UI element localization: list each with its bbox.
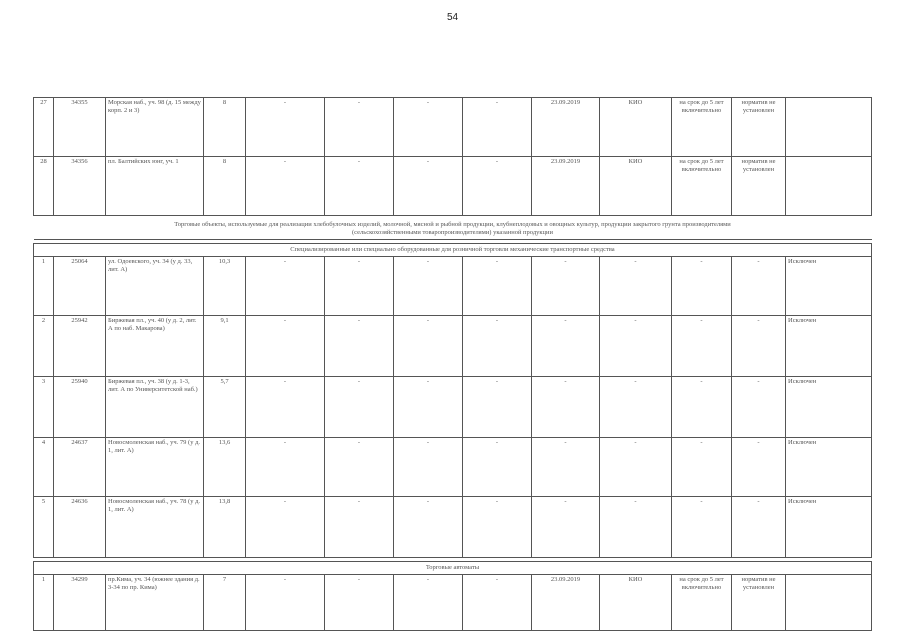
cell-n: 1 (34, 575, 54, 631)
cell-addr: Морская наб., уч. 98 (д. 15 между корп. 2 и 3) (106, 98, 204, 157)
cell-note: Исключен (786, 438, 872, 497)
cell-c5: - (246, 157, 325, 216)
table-group-vending (34, 575, 872, 631)
cell-org: - (600, 377, 672, 438)
cell-note (786, 157, 872, 216)
cell-c5: - (246, 497, 325, 558)
cell-c7: - (394, 438, 463, 497)
cell-id: 24637 (54, 438, 106, 497)
cell-c5: - (246, 316, 325, 377)
cell-c6: - (325, 98, 394, 157)
cell-term: - (672, 257, 732, 316)
cell-c8: - (463, 257, 532, 316)
cell-id: 25942 (54, 316, 106, 377)
table-row (34, 377, 872, 438)
cell-c7: - (394, 316, 463, 377)
cell-n: 4 (34, 438, 54, 497)
page-number: 54 (446, 12, 459, 23)
cell-note (786, 98, 872, 157)
cell-note (786, 575, 872, 631)
cell-id: 25940 (54, 377, 106, 438)
cell-norm: - (732, 257, 786, 316)
cell-c8: - (463, 157, 532, 216)
cell-date: 23.09.2019 (532, 575, 600, 631)
cell-date: - (532, 257, 600, 316)
cell-norm: - (732, 497, 786, 558)
cell-c8: - (463, 497, 532, 558)
cell-c5: - (246, 438, 325, 497)
cell-c6: - (325, 316, 394, 377)
table-group-specialized (34, 257, 872, 558)
cell-c8: - (463, 438, 532, 497)
cell-addr: пр.Кима, уч. 34 (южнее здания д. 3-34 по пр. Кима) (106, 575, 204, 631)
cell-date: - (532, 497, 600, 558)
cell-id: 34299 (54, 575, 106, 631)
section-heading-vending: Торговые автоматы (34, 562, 872, 575)
cell-addr: ул. Одоевского, уч. 34 (у д. 33, лит. А) (106, 257, 204, 316)
cell-area: 10,3 (204, 257, 246, 316)
cell-note: Исключен (786, 316, 872, 377)
table-row (34, 157, 872, 216)
cell-norm: - (732, 377, 786, 438)
cell-c7: - (394, 575, 463, 631)
cell-norm: норматив не установлен (732, 575, 786, 631)
cell-c7: - (394, 98, 463, 157)
cell-c6: - (325, 257, 394, 316)
cell-area: 5,7 (204, 377, 246, 438)
cell-term: - (672, 377, 732, 438)
table-group-top (34, 98, 872, 216)
cell-id: 34356 (54, 157, 106, 216)
cell-c5: - (246, 575, 325, 631)
cell-addr: Новосмоленская наб., уч. 79 (у д. 1, лит. А) (106, 438, 204, 497)
cell-org: - (600, 497, 672, 558)
table-row (34, 316, 872, 377)
cell-date: - (532, 377, 600, 438)
cell-org: - (600, 316, 672, 377)
cell-date: - (532, 316, 600, 377)
cell-c5: - (246, 257, 325, 316)
cell-addr: пл. Балтийских юнг, уч. 1 (106, 157, 204, 216)
cell-area: 9,1 (204, 316, 246, 377)
cell-c6: - (325, 497, 394, 558)
cell-n: 3 (34, 377, 54, 438)
table-row (34, 497, 872, 558)
cell-id: 24636 (54, 497, 106, 558)
cell-note: Исключен (786, 377, 872, 438)
cell-c6: - (325, 157, 394, 216)
cell-org: КИО (600, 575, 672, 631)
cell-n: 27 (34, 98, 54, 157)
cell-c5: - (246, 98, 325, 157)
cell-c7: - (394, 157, 463, 216)
cell-term: на срок до 5 лет включительно (672, 575, 732, 631)
cell-c6: - (325, 438, 394, 497)
cell-org: КИО (600, 157, 672, 216)
table-row (34, 98, 872, 157)
cell-area: 8 (204, 98, 246, 157)
cell-n: 1 (34, 257, 54, 316)
cell-org: - (600, 438, 672, 497)
cell-id: 34355 (54, 98, 106, 157)
cell-c8: - (463, 316, 532, 377)
cell-addr: Новосмоленская наб., уч. 78 (у д. 1, лит. А) (106, 497, 204, 558)
cell-c7: - (394, 377, 463, 438)
table-row (34, 438, 872, 497)
cell-c6: - (325, 575, 394, 631)
table-row (34, 257, 872, 316)
cell-norm: норматив не установлен (732, 157, 786, 216)
section-heading-specialized: Специализированные или специально оборудованные для розничной торговли механические транспортные средства (34, 244, 872, 257)
cell-norm: - (732, 438, 786, 497)
table-row (34, 575, 872, 631)
cell-norm: норматив не установлен (732, 98, 786, 157)
cell-n: 5 (34, 497, 54, 558)
section-heading-trade-objects: Торговые объекты, используемые для реализации хлебобулочных изделий, молочной, мясной и рыбной продукции, клубнеплодовых и овощных культур, продукции закрытого грунта производителями (сельскохозяйственными товаропроизводителями) указанной продукции (34, 216, 872, 240)
cell-area: 8 (204, 157, 246, 216)
cell-date: 23.09.2019 (532, 98, 600, 157)
cell-term: - (672, 316, 732, 377)
cell-org: - (600, 257, 672, 316)
cell-id: 25064 (54, 257, 106, 316)
section-trade-objects (34, 216, 872, 257)
cell-term: - (672, 438, 732, 497)
cell-org: КИО (600, 98, 672, 157)
cell-term: на срок до 5 лет включительно (672, 98, 732, 157)
cell-c5: - (246, 377, 325, 438)
cell-term: на срок до 5 лет включительно (672, 157, 732, 216)
cell-c7: - (394, 257, 463, 316)
cell-c8: - (463, 98, 532, 157)
section-vending (34, 558, 872, 575)
cell-area: 7 (204, 575, 246, 631)
cell-addr: Биржевая пл., уч. 38 (у д. 1-3, лит. А по Университетской наб.) (106, 377, 204, 438)
cell-n: 28 (34, 157, 54, 216)
cell-c8: - (463, 575, 532, 631)
cell-date: - (532, 438, 600, 497)
cell-n: 2 (34, 316, 54, 377)
cell-area: 13,6 (204, 438, 246, 497)
cell-note: Исключен (786, 497, 872, 558)
registry-table (33, 97, 872, 631)
cell-note: Исключен (786, 257, 872, 316)
cell-area: 13,8 (204, 497, 246, 558)
cell-c6: - (325, 377, 394, 438)
cell-term: - (672, 497, 732, 558)
cell-date: 23.09.2019 (532, 157, 600, 216)
cell-c8: - (463, 377, 532, 438)
cell-c7: - (394, 497, 463, 558)
cell-addr: Биржевая пл., уч. 40 (у д. 2, лит. А по наб. Макарова) (106, 316, 204, 377)
cell-norm: - (732, 316, 786, 377)
